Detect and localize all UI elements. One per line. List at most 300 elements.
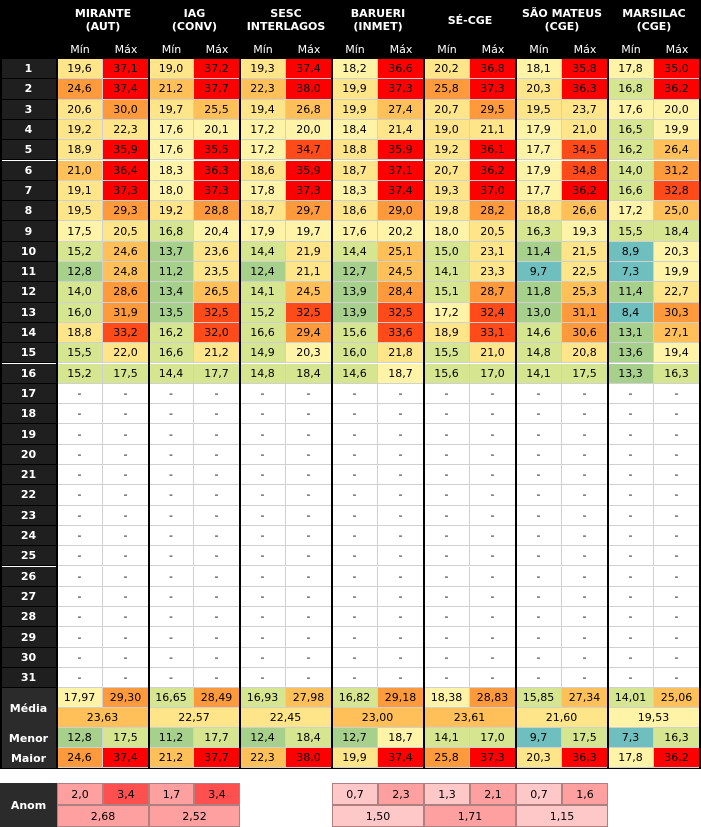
table-cell: - [194, 384, 240, 404]
table-cell: 36,2 [562, 181, 608, 201]
station-separator [331, 0, 333, 768]
table-cell: 36,6 [378, 59, 424, 79]
table-cell: - [654, 445, 700, 465]
table-cell: 18,0 [424, 221, 470, 241]
table-cell: 17,0 [470, 364, 516, 384]
table-cell: 35,9 [103, 140, 149, 160]
maior-cell: 22,3 [240, 748, 286, 768]
table-cell: - [470, 404, 516, 424]
table-cell: - [57, 648, 103, 668]
table-cell: 32,5 [286, 303, 332, 323]
table-cell: - [194, 424, 240, 444]
day-label: 21 [0, 465, 57, 485]
day-label: 14 [0, 323, 57, 343]
media-label: Média [0, 688, 57, 728]
table-cell: - [332, 567, 378, 587]
table-cell: - [194, 465, 240, 485]
table-cell: 20,7 [424, 161, 470, 181]
table-cell: 18,4 [332, 120, 378, 140]
table-cell: - [608, 526, 654, 546]
table-cell: - [103, 445, 149, 465]
anom-cell: 2,1 [470, 783, 516, 805]
table-cell: 15,2 [57, 242, 103, 262]
table-cell: - [424, 485, 470, 505]
table-cell: - [654, 567, 700, 587]
anom-avg-cell: 1,15 [516, 805, 608, 827]
day-label: 11 [0, 262, 57, 282]
media-avg-cell: 19,53 [608, 708, 700, 728]
table-cell: 22,7 [654, 282, 700, 302]
table-cell: - [424, 546, 470, 566]
media-cell: 25,06 [654, 688, 700, 708]
anom-avg-cell: 1,50 [332, 805, 424, 827]
table-cell: 15,6 [332, 323, 378, 343]
table-cell: - [286, 627, 332, 647]
table-cell: 19,9 [332, 100, 378, 120]
table-cell: 37,1 [378, 161, 424, 181]
table-cell: 15,5 [608, 221, 654, 241]
table-cell: 8,9 [608, 242, 654, 262]
table-cell: - [378, 404, 424, 424]
table-cell: 17,2 [240, 120, 286, 140]
anom-cell: 3,4 [103, 783, 149, 805]
table-cell: 29,0 [378, 201, 424, 221]
media-avg-cell: 23,00 [332, 708, 424, 728]
table-cell: 17,2 [424, 303, 470, 323]
table-cell: - [516, 567, 562, 587]
day-label: 25 [0, 546, 57, 566]
table-cell: - [149, 506, 194, 526]
table-cell: 20,0 [654, 100, 700, 120]
table-cell: 19,8 [424, 201, 470, 221]
table-cell: - [654, 607, 700, 627]
table-cell: - [424, 526, 470, 546]
anom-cell: 2,0 [57, 783, 103, 805]
table-cell: 19,3 [240, 59, 286, 79]
table-cell: 19,5 [57, 201, 103, 221]
anom-cell: 1,6 [562, 783, 608, 805]
media-cell: 14,01 [608, 688, 654, 708]
table-cell: 15,6 [424, 364, 470, 384]
table-cell: 14,1 [424, 262, 470, 282]
table-cell: 17,6 [149, 140, 194, 160]
table-cell: 13,9 [332, 303, 378, 323]
table-cell: - [654, 587, 700, 607]
table-cell: - [654, 506, 700, 526]
table-cell: - [378, 465, 424, 485]
station-header: IAG (CONV) [149, 0, 240, 40]
table-cell: - [378, 648, 424, 668]
table-cell: 16,6 [149, 343, 194, 363]
day-label: 28 [0, 607, 57, 627]
table-cell: - [332, 445, 378, 465]
day-label: 8 [0, 201, 57, 221]
table-cell: 19,5 [516, 100, 562, 120]
table-cell: - [286, 648, 332, 668]
table-cell: - [57, 567, 103, 587]
table-cell: - [240, 648, 286, 668]
station-header: SÉ-CGE [424, 0, 516, 40]
table-cell: - [562, 445, 608, 465]
table-cell: - [562, 404, 608, 424]
table-cell: - [332, 506, 378, 526]
table-cell: - [149, 485, 194, 505]
table-cell: - [194, 587, 240, 607]
table-cell: 25,3 [562, 282, 608, 302]
table-cell: 37,7 [194, 79, 240, 99]
table-cell: - [516, 526, 562, 546]
table-cell: - [608, 587, 654, 607]
table-cell: 36,8 [470, 59, 516, 79]
maior-cell: 20,3 [516, 748, 562, 768]
station-header: SESC INTERLAGOS [240, 0, 332, 40]
table-cell: 20,4 [194, 221, 240, 241]
table-cell: 24,8 [103, 262, 149, 282]
day-label: 4 [0, 120, 57, 140]
table-cell: 21,2 [194, 343, 240, 363]
table-cell: 18,6 [240, 161, 286, 181]
table-cell: 16,6 [240, 323, 286, 343]
day-label: 23 [0, 506, 57, 526]
table-cell: 23,6 [194, 242, 240, 262]
table-cell: 14,4 [332, 242, 378, 262]
table-cell: 21,1 [286, 262, 332, 282]
table-cell: 17,7 [516, 181, 562, 201]
table-cell: - [286, 465, 332, 485]
table-cell: - [470, 424, 516, 444]
table-cell: 19,9 [332, 79, 378, 99]
table-cell: 14,4 [240, 242, 286, 262]
table-cell: - [608, 445, 654, 465]
table-cell: 20,0 [286, 120, 332, 140]
table-cell: 13,6 [608, 343, 654, 363]
table-cell: - [470, 384, 516, 404]
table-cell: - [332, 465, 378, 485]
table-cell: 21,9 [286, 242, 332, 262]
day-label: 31 [0, 668, 57, 688]
table-cell: 14,0 [57, 282, 103, 302]
table-cell: 33,6 [378, 323, 424, 343]
table-cell: 19,4 [240, 100, 286, 120]
table-cell: 24,6 [103, 242, 149, 262]
table-cell: - [424, 404, 470, 424]
table-cell: 17,9 [240, 221, 286, 241]
table-cell: - [286, 668, 332, 688]
table-cell: - [378, 485, 424, 505]
table-cell: - [470, 465, 516, 485]
menor-cell: 11,2 [149, 728, 194, 748]
table-cell: 17,7 [516, 140, 562, 160]
table-cell: 30,6 [562, 323, 608, 343]
table-cell: - [654, 668, 700, 688]
table-cell: - [424, 567, 470, 587]
table-cell: 8,4 [608, 303, 654, 323]
table-cell: 21,1 [470, 120, 516, 140]
table-cell: 19,2 [424, 140, 470, 160]
max-header: Máx [654, 40, 700, 59]
table-cell: - [516, 445, 562, 465]
table-cell: - [424, 627, 470, 647]
table-cell: 31,1 [562, 303, 608, 323]
table-cell: 14,0 [608, 161, 654, 181]
table-cell: 23,5 [194, 262, 240, 282]
day-label: 16 [0, 364, 57, 384]
table-cell: 37,3 [103, 181, 149, 201]
table-cell: 37,4 [286, 59, 332, 79]
table-cell: - [103, 587, 149, 607]
table-cell: 16,8 [149, 221, 194, 241]
table-cell: 13,4 [149, 282, 194, 302]
table-cell: 25,1 [378, 242, 424, 262]
table-cell: - [654, 546, 700, 566]
station-separator [239, 0, 241, 768]
station-separator [607, 0, 609, 768]
table-cell: 16,3 [654, 364, 700, 384]
table-cell: - [57, 404, 103, 424]
table-cell: 35,8 [562, 59, 608, 79]
station-header: BARUERI (INMET) [332, 0, 424, 40]
table-cell: - [470, 587, 516, 607]
table-cell: - [103, 648, 149, 668]
table-cell: 24,6 [57, 79, 103, 99]
table-cell: 17,5 [103, 364, 149, 384]
table-cell: - [562, 648, 608, 668]
table-cell: - [516, 648, 562, 668]
media-avg-cell: 23,61 [424, 708, 516, 728]
table-cell: - [149, 648, 194, 668]
min-header: Mín [240, 40, 286, 59]
day-label: 29 [0, 627, 57, 647]
table-cell: - [424, 465, 470, 485]
table-cell: 21,0 [470, 343, 516, 363]
table-cell: 30,0 [103, 100, 149, 120]
media-avg-cell: 22,45 [240, 708, 332, 728]
table-cell: - [240, 627, 286, 647]
table-cell: 16,0 [332, 343, 378, 363]
table-cell: - [378, 445, 424, 465]
table-cell: - [516, 627, 562, 647]
table-cell: 23,7 [562, 100, 608, 120]
media-cell: 29,30 [103, 688, 149, 708]
table-cell: 19,1 [57, 181, 103, 201]
min-header: Mín [516, 40, 562, 59]
table-cell: 20,2 [424, 59, 470, 79]
table-cell: 27,4 [378, 100, 424, 120]
table-cell: 16,3 [516, 221, 562, 241]
table-cell: - [516, 485, 562, 505]
anom-avg-cell: 2,68 [57, 805, 149, 827]
table-cell: - [286, 587, 332, 607]
table-cell: 16,6 [608, 181, 654, 201]
table-cell: 17,6 [149, 120, 194, 140]
table-cell: - [103, 424, 149, 444]
table-cell: 37,3 [378, 79, 424, 99]
table-cell: - [149, 526, 194, 546]
table-cell: - [470, 668, 516, 688]
table-cell: 18,3 [149, 161, 194, 181]
day-label: 1 [0, 59, 57, 79]
table-cell: - [608, 404, 654, 424]
table-cell: - [608, 648, 654, 668]
table-cell: - [240, 404, 286, 424]
table-cell: - [194, 526, 240, 546]
table-cell: - [470, 648, 516, 668]
table-cell: - [424, 648, 470, 668]
table-cell: 20,2 [378, 221, 424, 241]
station-header: MIRANTE (AUT) [57, 0, 149, 40]
table-cell: - [608, 506, 654, 526]
table-cell: 23,1 [470, 242, 516, 262]
table-cell: 12,4 [240, 262, 286, 282]
table-cell: - [654, 384, 700, 404]
table-cell: 36,2 [654, 79, 700, 99]
table-cell: 19,3 [424, 181, 470, 201]
table-cell: - [286, 384, 332, 404]
table-cell: 35,9 [378, 140, 424, 160]
day-label: 18 [0, 404, 57, 424]
day-label: 17 [0, 384, 57, 404]
table-cell: 14,6 [516, 323, 562, 343]
table-cell: 13,5 [149, 303, 194, 323]
table-cell: - [103, 546, 149, 566]
table-cell: 20,6 [57, 100, 103, 120]
station-header: SÃO MATEUS (CGE) [516, 0, 608, 40]
table-cell: - [286, 424, 332, 444]
table-cell: - [240, 506, 286, 526]
day-label: 26 [0, 567, 57, 587]
table-cell: 16,2 [608, 140, 654, 160]
menor-cell: 17,5 [562, 728, 608, 748]
table-cell: 30,3 [654, 303, 700, 323]
table-cell: 17,8 [240, 181, 286, 201]
table-cell: - [332, 587, 378, 607]
max-header: Máx [103, 40, 149, 59]
table-cell: - [562, 506, 608, 526]
table-cell: 29,5 [470, 100, 516, 120]
table-cell: - [240, 546, 286, 566]
table-cell: 37,3 [470, 79, 516, 99]
table-cell: 17,7 [194, 364, 240, 384]
table-cell: 12,7 [332, 262, 378, 282]
table-cell: 21,2 [149, 79, 194, 99]
table-cell: - [286, 404, 332, 424]
table-cell: 14,1 [516, 364, 562, 384]
anom-label: Anom [0, 783, 57, 827]
table-cell: - [516, 607, 562, 627]
menor-cell: 12,4 [240, 728, 286, 748]
table-cell: - [240, 567, 286, 587]
maior-cell: 37,3 [470, 748, 516, 768]
table-cell: - [103, 607, 149, 627]
table-cell: - [654, 648, 700, 668]
table-cell: - [194, 627, 240, 647]
table-cell: 21,5 [562, 242, 608, 262]
table-cell: - [194, 648, 240, 668]
table-cell: - [608, 465, 654, 485]
max-header: Máx [470, 40, 516, 59]
station-header: MARSILAC (CGE) [608, 0, 700, 40]
table-cell: 28,4 [378, 282, 424, 302]
menor-cell: 17,5 [103, 728, 149, 748]
table-cell: - [103, 526, 149, 546]
anom-cell: 2,3 [378, 783, 424, 805]
table-cell: 16,0 [57, 303, 103, 323]
table-cell: 19,2 [57, 120, 103, 140]
table-cell: 11,4 [516, 242, 562, 262]
table-cell: - [149, 567, 194, 587]
maior-cell: 36,3 [562, 748, 608, 768]
table-cell: 19,9 [654, 120, 700, 140]
station-separator [56, 0, 58, 768]
table-cell: 13,1 [608, 323, 654, 343]
table-cell: - [240, 384, 286, 404]
table-cell: 14,4 [149, 364, 194, 384]
table-cell: - [149, 668, 194, 688]
table-cell: - [286, 567, 332, 587]
table-cell: - [562, 546, 608, 566]
table-cell: - [516, 587, 562, 607]
table-cell: 14,8 [516, 343, 562, 363]
table-cell: - [332, 627, 378, 647]
table-cell: - [562, 587, 608, 607]
table-cell: - [57, 485, 103, 505]
table-cell: 18,7 [240, 201, 286, 221]
day-label: 6 [0, 161, 57, 181]
table-cell: 11,2 [149, 262, 194, 282]
table-cell: - [654, 485, 700, 505]
table-cell: 34,8 [562, 161, 608, 181]
table-cell: 26,5 [194, 282, 240, 302]
day-label: 3 [0, 100, 57, 120]
table-cell: 17,9 [516, 161, 562, 181]
maior-cell: 19,9 [332, 748, 378, 768]
table-cell: - [470, 445, 516, 465]
table-cell: 28,6 [103, 282, 149, 302]
table-cell: 7,3 [608, 262, 654, 282]
table-cell: 16,8 [608, 79, 654, 99]
table-cell: - [470, 627, 516, 647]
table-cell: - [470, 526, 516, 546]
table-cell: 32,8 [654, 181, 700, 201]
media-cell: 27,34 [562, 688, 608, 708]
table-cell: 23,3 [470, 262, 516, 282]
table-cell: - [608, 607, 654, 627]
table-cell: 34,7 [286, 140, 332, 160]
table-cell: 25,5 [194, 100, 240, 120]
day-label: 10 [0, 242, 57, 262]
table-cell: 34,5 [562, 140, 608, 160]
table-cell: - [149, 627, 194, 647]
media-cell: 29,18 [378, 688, 424, 708]
table-cell: 24,5 [286, 282, 332, 302]
table-cell: 31,9 [103, 303, 149, 323]
maior-label: Maior [0, 748, 57, 768]
maior-cell: 24,6 [57, 748, 103, 768]
table-cell: - [240, 485, 286, 505]
table-cell: 36,3 [194, 161, 240, 181]
station-separator [515, 0, 517, 768]
table-cell: 28,8 [194, 201, 240, 221]
min-header: Mín [149, 40, 194, 59]
table-cell: 35,5 [194, 140, 240, 160]
table-cell: - [378, 526, 424, 546]
table-cell: 22,0 [103, 343, 149, 363]
table-cell: - [332, 648, 378, 668]
table-cell: 15,2 [240, 303, 286, 323]
max-header: Máx [562, 40, 608, 59]
table-cell: - [240, 424, 286, 444]
table-cell: - [240, 668, 286, 688]
